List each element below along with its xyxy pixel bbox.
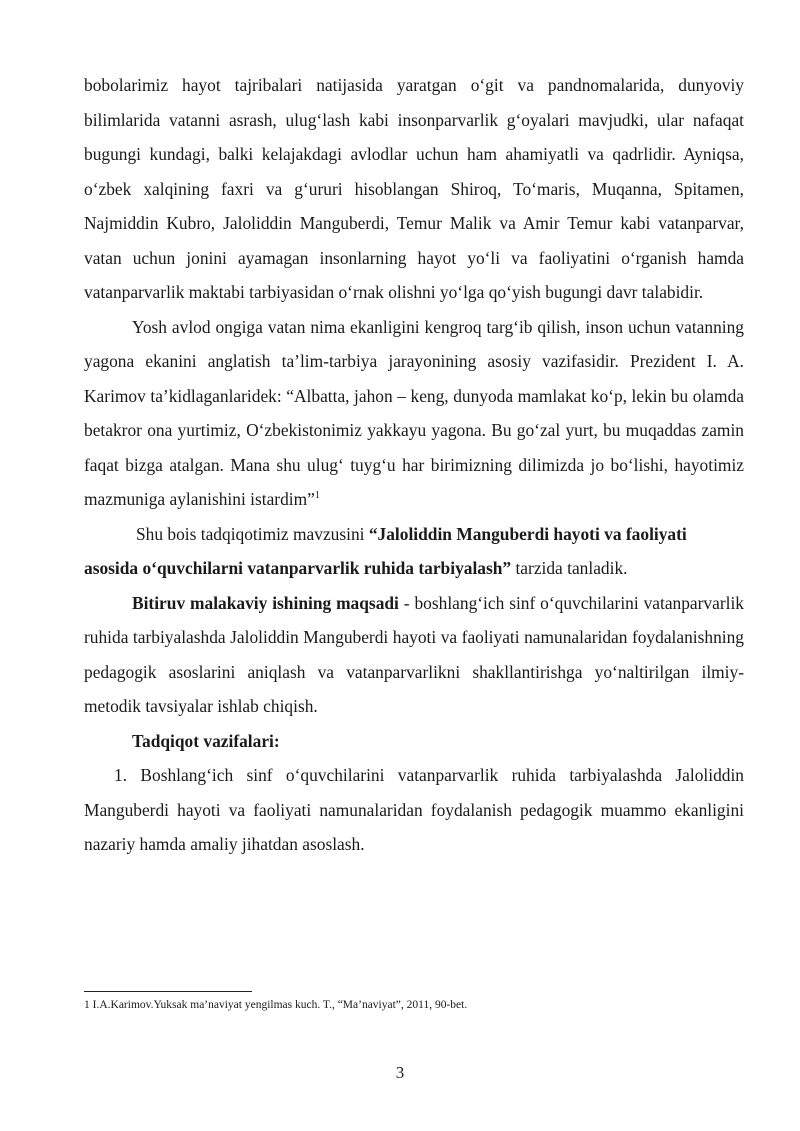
- aim-heading: Bitiruv malakaviy ishining maqsadi: [132, 592, 399, 613]
- main-text: [84, 68, 744, 862]
- task-item: [84, 758, 744, 862]
- paragraph-aim: [84, 586, 744, 724]
- aim-text: - boshlang‘ich sinf o‘quvchilarini vatanparvarlik ruhida tarbiyalashda Jaloliddin Manguberdi hayoti va faoliyati namunalaridan foydalanishning pedagogik asoslarini aniqlash va vatanparvarlikni shakllantirishga yo‘naltirilgan ilmiy-metodik tavsiyalar ishlab chiqish.: [84, 592, 744, 716]
- paragraph-continuation: bobolarimiz hayot tajribalari natijasida yaratgan o‘git va pandnomalarida, dunyoviy bilimlarida vatanni asrash, ulug‘lash kabi insonparvarlik g‘oyalari mavjudki, ular nafaqat bugungi kundagi, balki kelajakdagi avlodlar uchun ham ahamiyatli va qadrlidir. Ayniqsa, o‘zbek xalqining faxri va g‘ururi hisoblangan Shiroq, To‘maris, Muqanna, Spitamen, Najmiddin Kubro, Jaloliddin Manguberdi, Temur Malik va Amir Temur kabi vatanparvar, vatan uchun jonini ayamagan insonlarning hayot yo‘li va faoliyatini o‘rganish hamda vatanparvarlik maktabi tarbiyasidan o‘rnak olishni yo‘lga qo‘yish bugungi davr talabidir.: [84, 75, 744, 302]
- topic-outro: tarzida tanladik.: [511, 558, 628, 578]
- topic-intro: Shu bois tadqiqotimiz mavzusini: [136, 523, 369, 544]
- footnote: 1 I.A.Karimov.Yuksak ma’naviyat yengilmas kuch. T., “Ma’naviyat”, 2011, 90-bet.: [84, 999, 468, 1011]
- page-number: 3: [395, 1063, 405, 1082]
- paragraph-quote: [84, 310, 744, 517]
- task-number: 1.: [114, 765, 128, 785]
- paragraph-topic: [84, 517, 744, 586]
- tasks-heading-text: Tadqiqot vazifalari:: [132, 730, 280, 751]
- topic-title: “Jaloliddin Manguberdi hayoti va faoliyati asosida o‘quvchilarni vatanparvarlik ruhida tarbiyalash”: [84, 523, 687, 578]
- footnote-divider: [84, 991, 252, 992]
- task-text: Boshlang‘ich sinf o‘quvchilarini vatanparvarlik ruhida tarbiyalashda Jaloliddin Manguberdi hayoti va faoliyati namunalaridan foydalanish pedagogik muammo ekanligini nazariy hamda amaliy jihatdan asoslash.: [84, 765, 744, 854]
- quote-text: Yosh avlod ongiga vatan nima ekanligini kengroq targ‘ib qilish, inson uchun vatanning yagona ekanini anglatish ta’lim-tarbiya jarayonining asosiy vazifasidir. Prezident I. A. Karimov ta’kidlaganlaridek: “Albatta, jahon – keng, dunyoda mamlakat ko‘p, lekin bu olamda betakror ona yurtimiz, O‘zbekistonimiz yakkayu yagona. Bu go‘zal yurt, bu muqaddas zamin faqat bizga atalgan. Mana shu ulug‘ tuyg‘u har birimizning dilimizda jo bo‘lishi, hayotimiz mazmuniga aylanishini istardim”: [84, 316, 744, 509]
- footnote-marker[interactable]: 1: [314, 490, 320, 502]
- tasks-heading: [84, 724, 744, 759]
